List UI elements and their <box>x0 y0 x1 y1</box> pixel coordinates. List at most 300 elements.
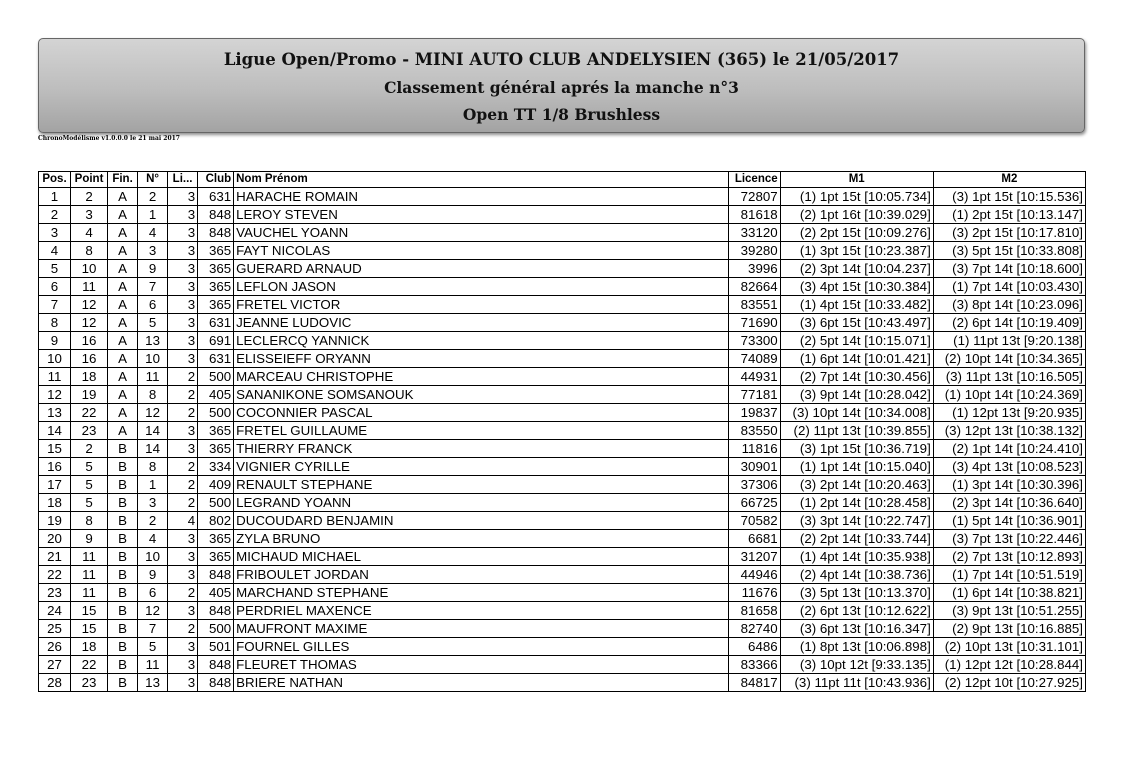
cell-name: GUERARD ARNAUD <box>234 260 728 278</box>
cell-li: 3 <box>168 332 198 350</box>
cell-club: 501 <box>198 638 234 656</box>
cell-name: MAUFRONT MAXIME <box>234 620 728 638</box>
cell-fin: B <box>108 584 138 602</box>
cell-club: 848 <box>198 566 234 584</box>
cell-number: 2 <box>138 188 168 206</box>
cell-m1: (3) 11pt 11t [10:43.936] <box>780 674 933 692</box>
cell-name: ZYLA BRUNO <box>234 530 728 548</box>
cell-club: 365 <box>198 278 234 296</box>
cell-fin: B <box>108 548 138 566</box>
table-row <box>39 620 1086 638</box>
cell-licence: 39280 <box>728 242 780 260</box>
cell-name: THIERRY FRANCK <box>234 440 728 458</box>
cell-m1: (2) 11pt 13t [10:39.855] <box>780 422 933 440</box>
cell-m2: (2) 6pt 14t [10:19.409] <box>933 314 1085 332</box>
col-header-point: Point <box>71 172 108 188</box>
cell-name: FAYT NICOLAS <box>234 242 728 260</box>
table-row <box>39 566 1086 584</box>
table-row <box>39 386 1086 404</box>
cell-point: 9 <box>71 530 108 548</box>
cell-club: 405 <box>198 584 234 602</box>
cell-li: 2 <box>168 458 198 476</box>
cell-point: 8 <box>71 512 108 530</box>
cell-club: 848 <box>198 224 234 242</box>
cell-point: 16 <box>71 350 108 368</box>
cell-licence: 84817 <box>728 674 780 692</box>
cell-pos: 8 <box>39 314 71 332</box>
cell-licence: 81658 <box>728 602 780 620</box>
cell-pos: 28 <box>39 674 71 692</box>
cell-licence: 83550 <box>728 422 780 440</box>
cell-fin: B <box>108 512 138 530</box>
cell-pos: 23 <box>39 584 71 602</box>
cell-name: FRETEL GUILLAUME <box>234 422 728 440</box>
col-header-li: Li... <box>168 172 198 188</box>
cell-licence: 77181 <box>728 386 780 404</box>
cell-number: 5 <box>138 314 168 332</box>
table-row <box>39 188 1086 206</box>
cell-name: FLEURET THOMAS <box>234 656 728 674</box>
cell-number: 6 <box>138 584 168 602</box>
cell-name: PERDRIEL MAXENCE <box>234 602 728 620</box>
cell-name: LEFLON JASON <box>234 278 728 296</box>
cell-li: 3 <box>168 188 198 206</box>
cell-name: FRIBOULET JORDAN <box>234 566 728 584</box>
col-header-pos: Pos. <box>39 172 71 188</box>
cell-name: COCONNIER PASCAL <box>234 404 728 422</box>
cell-club: 802 <box>198 512 234 530</box>
cell-number: 7 <box>138 278 168 296</box>
cell-m1: (2) 1pt 16t [10:39.029] <box>780 206 933 224</box>
cell-pos: 15 <box>39 440 71 458</box>
cell-li: 3 <box>168 548 198 566</box>
cell-m2: (3) 4pt 13t [10:08.523] <box>933 458 1085 476</box>
cell-m1: (2) 5pt 14t [10:15.071] <box>780 332 933 350</box>
cell-m2: (3) 5pt 15t [10:33.808] <box>933 242 1085 260</box>
cell-m1: (1) 1pt 14t [10:15.040] <box>780 458 933 476</box>
cell-li: 2 <box>168 584 198 602</box>
cell-club: 365 <box>198 260 234 278</box>
cell-licence: 82740 <box>728 620 780 638</box>
cell-number: 8 <box>138 386 168 404</box>
cell-li: 3 <box>168 674 198 692</box>
col-header-fin: Fin. <box>108 172 138 188</box>
cell-m2: (1) 3pt 14t [10:30.396] <box>933 476 1085 494</box>
cell-pos: 10 <box>39 350 71 368</box>
cell-point: 23 <box>71 674 108 692</box>
cell-fin: B <box>108 440 138 458</box>
cell-pos: 13 <box>39 404 71 422</box>
cell-fin: A <box>108 368 138 386</box>
report-header <box>38 38 1085 133</box>
table-row <box>39 584 1086 602</box>
cell-fin: A <box>108 422 138 440</box>
cell-name: LEROY STEVEN <box>234 206 728 224</box>
cell-club: 365 <box>198 296 234 314</box>
cell-point: 8 <box>71 242 108 260</box>
cell-club: 365 <box>198 242 234 260</box>
cell-club: 631 <box>198 314 234 332</box>
cell-pos: 3 <box>39 224 71 242</box>
cell-m2: (1) 11pt 13t [9:20.138] <box>933 332 1085 350</box>
table-row <box>39 422 1086 440</box>
cell-point: 11 <box>71 566 108 584</box>
cell-club: 848 <box>198 206 234 224</box>
cell-fin: B <box>108 476 138 494</box>
table-row <box>39 296 1086 314</box>
table-row <box>39 314 1086 332</box>
cell-licence: 82664 <box>728 278 780 296</box>
cell-m1: (3) 9pt 14t [10:28.042] <box>780 386 933 404</box>
cell-m1: (3) 10pt 12t [9:33.135] <box>780 656 933 674</box>
cell-name: RENAULT STEPHANE <box>234 476 728 494</box>
cell-number: 12 <box>138 602 168 620</box>
cell-m2: (1) 10pt 14t [10:24.369] <box>933 386 1085 404</box>
cell-fin: B <box>108 458 138 476</box>
cell-m2: (1) 12pt 13t [9:20.935] <box>933 404 1085 422</box>
cell-pos: 1 <box>39 188 71 206</box>
cell-m2: (3) 1pt 15t [10:15.536] <box>933 188 1085 206</box>
table-row <box>39 440 1086 458</box>
cell-club: 334 <box>198 458 234 476</box>
cell-licence: 71690 <box>728 314 780 332</box>
cell-number: 11 <box>138 368 168 386</box>
cell-number: 3 <box>138 494 168 512</box>
cell-pos: 18 <box>39 494 71 512</box>
cell-number: 2 <box>138 512 168 530</box>
cell-fin: A <box>108 404 138 422</box>
col-header-club: Club <box>198 172 234 188</box>
col-header-name: Nom Prénom <box>234 172 728 188</box>
cell-number: 4 <box>138 530 168 548</box>
cell-m1: (2) 6pt 13t [10:12.622] <box>780 602 933 620</box>
cell-point: 15 <box>71 602 108 620</box>
cell-name: VIGNIER CYRILLE <box>234 458 728 476</box>
cell-club: 691 <box>198 332 234 350</box>
cell-m1: (1) 1pt 15t [10:05.734] <box>780 188 933 206</box>
cell-m1: (2) 3pt 14t [10:04.237] <box>780 260 933 278</box>
cell-m2: (1) 5pt 14t [10:36.901] <box>933 512 1085 530</box>
cell-licence: 70582 <box>728 512 780 530</box>
cell-m1: (3) 4pt 15t [10:30.384] <box>780 278 933 296</box>
cell-point: 19 <box>71 386 108 404</box>
cell-name: FRETEL VICTOR <box>234 296 728 314</box>
cell-number: 13 <box>138 332 168 350</box>
cell-pos: 26 <box>39 638 71 656</box>
cell-licence: 19837 <box>728 404 780 422</box>
report-subtitle: Classement général aprés la manche n°3 <box>384 78 739 97</box>
cell-point: 12 <box>71 296 108 314</box>
cell-pos: 21 <box>39 548 71 566</box>
cell-club: 500 <box>198 494 234 512</box>
cell-li: 4 <box>168 512 198 530</box>
cell-name: BRIERE NATHAN <box>234 674 728 692</box>
cell-point: 22 <box>71 404 108 422</box>
cell-li: 3 <box>168 350 198 368</box>
cell-m1: (3) 5pt 13t [10:13.370] <box>780 584 933 602</box>
cell-point: 22 <box>71 656 108 674</box>
cell-pos: 22 <box>39 566 71 584</box>
cell-m1: (1) 2pt 14t [10:28.458] <box>780 494 933 512</box>
cell-number: 14 <box>138 440 168 458</box>
cell-fin: B <box>108 656 138 674</box>
cell-licence: 31207 <box>728 548 780 566</box>
table-row <box>39 368 1086 386</box>
table-row <box>39 404 1086 422</box>
cell-fin: A <box>108 188 138 206</box>
table-row <box>39 476 1086 494</box>
cell-li: 3 <box>168 440 198 458</box>
cell-number: 12 <box>138 404 168 422</box>
cell-point: 5 <box>71 458 108 476</box>
cell-club: 848 <box>198 656 234 674</box>
cell-fin: A <box>108 314 138 332</box>
cell-m1: (2) 2pt 14t [10:33.744] <box>780 530 933 548</box>
cell-m1: (3) 6pt 15t [10:43.497] <box>780 314 933 332</box>
cell-pos: 16 <box>39 458 71 476</box>
cell-m2: (3) 7pt 14t [10:18.600] <box>933 260 1085 278</box>
cell-name: DUCOUDARD BENJAMIN <box>234 512 728 530</box>
cell-club: 365 <box>198 548 234 566</box>
cell-club: 365 <box>198 440 234 458</box>
table-row <box>39 512 1086 530</box>
cell-club: 500 <box>198 404 234 422</box>
cell-number: 10 <box>138 350 168 368</box>
cell-fin: A <box>108 296 138 314</box>
cell-point: 5 <box>71 476 108 494</box>
cell-name: SANANIKONE SOMSANOUK <box>234 386 728 404</box>
cell-li: 2 <box>168 494 198 512</box>
cell-licence: 37306 <box>728 476 780 494</box>
table-row <box>39 278 1086 296</box>
cell-li: 3 <box>168 296 198 314</box>
cell-club: 848 <box>198 674 234 692</box>
cell-number: 14 <box>138 422 168 440</box>
cell-m1: (3) 6pt 13t [10:16.347] <box>780 620 933 638</box>
cell-name: LEGRAND YOANN <box>234 494 728 512</box>
cell-point: 12 <box>71 314 108 332</box>
cell-point: 18 <box>71 638 108 656</box>
cell-point: 3 <box>71 206 108 224</box>
cell-fin: A <box>108 260 138 278</box>
cell-licence: 83366 <box>728 656 780 674</box>
cell-m1: (2) 4pt 14t [10:38.736] <box>780 566 933 584</box>
cell-licence: 81618 <box>728 206 780 224</box>
table-row <box>39 350 1086 368</box>
cell-fin: B <box>108 566 138 584</box>
cell-m2: (3) 2pt 15t [10:17.810] <box>933 224 1085 242</box>
table-row <box>39 242 1086 260</box>
cell-m1: (3) 1pt 15t [10:36.719] <box>780 440 933 458</box>
cell-point: 4 <box>71 224 108 242</box>
cell-pos: 6 <box>39 278 71 296</box>
cell-number: 13 <box>138 674 168 692</box>
cell-li: 3 <box>168 224 198 242</box>
cell-licence: 3996 <box>728 260 780 278</box>
cell-club: 500 <box>198 620 234 638</box>
cell-name: JEANNE LUDOVIC <box>234 314 728 332</box>
table-row <box>39 224 1086 242</box>
cell-name: MICHAUD MICHAEL <box>234 548 728 566</box>
cell-m2: (1) 12pt 12t [10:28.844] <box>933 656 1085 674</box>
cell-point: 18 <box>71 368 108 386</box>
cell-licence: 66725 <box>728 494 780 512</box>
cell-m1: (2) 2pt 15t [10:09.276] <box>780 224 933 242</box>
cell-li: 2 <box>168 476 198 494</box>
cell-number: 10 <box>138 548 168 566</box>
cell-licence: 6681 <box>728 530 780 548</box>
cell-li: 3 <box>168 314 198 332</box>
cell-m1: (1) 6pt 14t [10:01.421] <box>780 350 933 368</box>
cell-pos: 12 <box>39 386 71 404</box>
cell-licence: 33120 <box>728 224 780 242</box>
cell-point: 16 <box>71 332 108 350</box>
cell-licence: 74089 <box>728 350 780 368</box>
cell-pos: 27 <box>39 656 71 674</box>
cell-m2: (3) 12pt 13t [10:38.132] <box>933 422 1085 440</box>
col-header-number: N° <box>138 172 168 188</box>
cell-licence: 83551 <box>728 296 780 314</box>
cell-club: 365 <box>198 530 234 548</box>
cell-m1: (1) 8pt 13t [10:06.898] <box>780 638 933 656</box>
cell-m2: (3) 7pt 13t [10:22.446] <box>933 530 1085 548</box>
cell-li: 3 <box>168 602 198 620</box>
cell-fin: A <box>108 386 138 404</box>
cell-pos: 2 <box>39 206 71 224</box>
cell-number: 7 <box>138 620 168 638</box>
cell-fin: B <box>108 638 138 656</box>
cell-fin: B <box>108 530 138 548</box>
cell-fin: B <box>108 620 138 638</box>
table-row <box>39 494 1086 512</box>
cell-m2: (2) 10pt 13t [10:31.101] <box>933 638 1085 656</box>
cell-m1: (2) 7pt 14t [10:30.456] <box>780 368 933 386</box>
cell-licence: 44946 <box>728 566 780 584</box>
cell-m2: (2) 7pt 13t [10:12.893] <box>933 548 1085 566</box>
cell-number: 1 <box>138 206 168 224</box>
cell-club: 409 <box>198 476 234 494</box>
cell-pos: 25 <box>39 620 71 638</box>
cell-point: 2 <box>71 188 108 206</box>
cell-pos: 5 <box>39 260 71 278</box>
cell-fin: B <box>108 602 138 620</box>
cell-club: 500 <box>198 368 234 386</box>
cell-club: 631 <box>198 350 234 368</box>
cell-li: 3 <box>168 206 198 224</box>
cell-point: 11 <box>71 278 108 296</box>
cell-fin: A <box>108 332 138 350</box>
cell-li: 2 <box>168 368 198 386</box>
cell-name: HARACHE ROMAIN <box>234 188 728 206</box>
cell-m2: (1) 7pt 14t [10:03.430] <box>933 278 1085 296</box>
cell-m2: (2) 10pt 14t [10:34.365] <box>933 350 1085 368</box>
cell-name: ELISSEIEFF ORYANN <box>234 350 728 368</box>
cell-name: MARCHAND STEPHANE <box>234 584 728 602</box>
cell-m1: (1) 4pt 14t [10:35.938] <box>780 548 933 566</box>
cell-point: 11 <box>71 548 108 566</box>
cell-name: FOURNEL GILLES <box>234 638 728 656</box>
cell-number: 8 <box>138 458 168 476</box>
cell-point: 23 <box>71 422 108 440</box>
cell-pos: 20 <box>39 530 71 548</box>
table-row <box>39 332 1086 350</box>
cell-point: 11 <box>71 584 108 602</box>
results-table <box>38 171 1086 692</box>
cell-li: 2 <box>168 620 198 638</box>
cell-number: 3 <box>138 242 168 260</box>
cell-number: 1 <box>138 476 168 494</box>
cell-m2: (1) 6pt 14t [10:38.821] <box>933 584 1085 602</box>
cell-pos: 7 <box>39 296 71 314</box>
cell-m2: (1) 2pt 15t [10:13.147] <box>933 206 1085 224</box>
cell-m1: (3) 10pt 14t [10:34.008] <box>780 404 933 422</box>
cell-m2: (3) 8pt 14t [10:23.096] <box>933 296 1085 314</box>
cell-licence: 11816 <box>728 440 780 458</box>
cell-pos: 24 <box>39 602 71 620</box>
cell-fin: A <box>108 206 138 224</box>
cell-point: 5 <box>71 494 108 512</box>
cell-number: 11 <box>138 656 168 674</box>
cell-m2: (2) 9pt 13t [10:16.885] <box>933 620 1085 638</box>
software-version: ChronoModélisme v1.0.0.0 le 21 mai 2017 <box>38 135 180 142</box>
cell-li: 2 <box>168 386 198 404</box>
cell-fin: A <box>108 350 138 368</box>
cell-li: 3 <box>168 260 198 278</box>
cell-fin: B <box>108 674 138 692</box>
cell-club: 365 <box>198 422 234 440</box>
table-row <box>39 638 1086 656</box>
cell-number: 5 <box>138 638 168 656</box>
col-header-licence: Licence <box>728 172 780 188</box>
cell-name: MARCEAU CHRISTOPHE <box>234 368 728 386</box>
cell-fin: B <box>108 494 138 512</box>
cell-name: VAUCHEL YOANN <box>234 224 728 242</box>
cell-licence: 72807 <box>728 188 780 206</box>
col-header-m1: M1 <box>780 172 933 188</box>
table-row <box>39 548 1086 566</box>
cell-li: 3 <box>168 278 198 296</box>
cell-point: 15 <box>71 620 108 638</box>
col-header-m2: M2 <box>933 172 1085 188</box>
report-category: Open TT 1/8 Brushless <box>462 105 661 124</box>
cell-licence: 30901 <box>728 458 780 476</box>
cell-li: 3 <box>168 638 198 656</box>
cell-club: 848 <box>198 602 234 620</box>
cell-licence: 6486 <box>728 638 780 656</box>
cell-fin: A <box>108 278 138 296</box>
cell-m1: (3) 3pt 14t [10:22.747] <box>780 512 933 530</box>
table-row <box>39 458 1086 476</box>
cell-pos: 14 <box>39 422 71 440</box>
table-row <box>39 674 1086 692</box>
cell-pos: 17 <box>39 476 71 494</box>
cell-m2: (2) 12pt 10t [10:27.925] <box>933 674 1085 692</box>
table-row <box>39 656 1086 674</box>
cell-li: 3 <box>168 530 198 548</box>
cell-club: 405 <box>198 386 234 404</box>
cell-fin: A <box>108 242 138 260</box>
cell-pos: 9 <box>39 332 71 350</box>
cell-li: 3 <box>168 422 198 440</box>
cell-point: 2 <box>71 440 108 458</box>
table-row <box>39 260 1086 278</box>
cell-name: LECLERCQ YANNICK <box>234 332 728 350</box>
cell-m2: (1) 7pt 14t [10:51.519] <box>933 566 1085 584</box>
cell-licence: 73300 <box>728 332 780 350</box>
cell-fin: A <box>108 224 138 242</box>
report-title: Ligue Open/Promo - MINI AUTO CLUB ANDELYSIEN (365) le 21/05/2017 <box>223 50 900 69</box>
table-row <box>39 530 1086 548</box>
